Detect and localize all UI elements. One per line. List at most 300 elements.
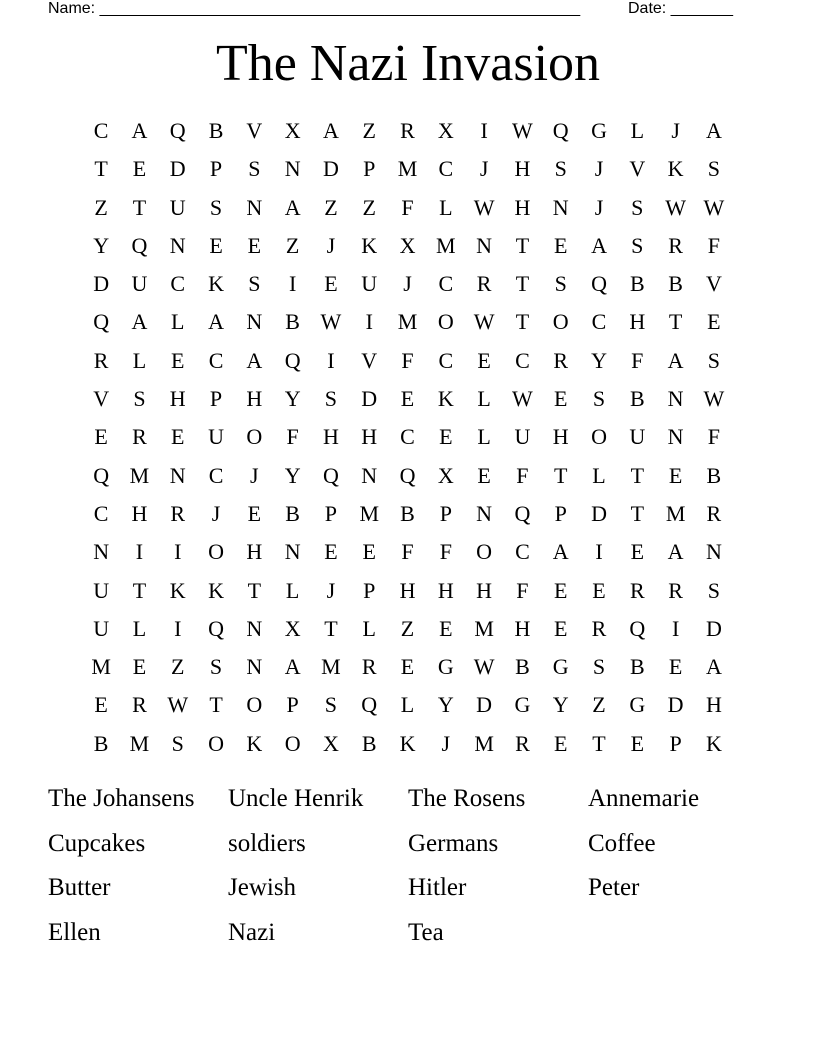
grid-cell: S — [707, 156, 721, 182]
grid-cell: N — [552, 194, 569, 220]
word-list-item: Jewish — [228, 874, 297, 901]
grid-cell: U — [131, 271, 148, 297]
grid-cell: S — [707, 347, 721, 373]
grid-cell: R — [132, 692, 147, 718]
grid-cell: N — [246, 309, 263, 335]
grid-cell: H — [552, 424, 569, 450]
grid-cell: J — [326, 232, 336, 258]
grid-cell: I — [595, 539, 603, 565]
grid-cell: M — [474, 730, 494, 756]
grid-cell: E — [592, 577, 606, 603]
grid-cell: V — [93, 386, 110, 412]
grid-cell: A — [322, 118, 339, 143]
grid-cell: G — [591, 118, 607, 143]
grid-cell: M — [321, 654, 341, 680]
grid-cell: X — [437, 462, 454, 488]
grid-cell: A — [591, 232, 607, 258]
grid-cell: R — [591, 615, 607, 641]
grid-cell: E — [362, 539, 376, 565]
grid-cell: T — [515, 309, 530, 335]
grid-cell: K — [667, 156, 684, 182]
page-title: The Nazi Invasion — [215, 35, 601, 92]
grid-cell: D — [591, 500, 607, 526]
grid-cell: X — [399, 232, 416, 258]
grid-cell: C — [93, 118, 109, 143]
grid-cell: W — [473, 654, 495, 680]
grid-cell: W — [320, 309, 342, 335]
grid-cell: B — [706, 462, 722, 488]
grid-cell: Z — [324, 194, 338, 220]
grid-cell: R — [668, 232, 683, 258]
grid-cell: I — [480, 118, 488, 143]
grid-cell: H — [437, 577, 454, 603]
grid-cell: L — [171, 309, 185, 335]
grid-cell: B — [400, 500, 415, 526]
grid-cell: M — [129, 730, 150, 756]
grid-cell: E — [132, 654, 147, 680]
grid-cell: S — [631, 194, 644, 220]
grid-cell: S — [592, 654, 606, 680]
grid-cell: C — [515, 347, 530, 373]
grid-cell: B — [285, 500, 300, 526]
grid-cell: F — [707, 424, 721, 450]
grid-cell: J — [671, 118, 680, 143]
grid-cell: J — [594, 156, 604, 182]
grid-cell: M — [91, 654, 111, 680]
word-search-grid — [82, 112, 733, 763]
grid-cell: C — [591, 309, 607, 335]
grid-cell: T — [630, 462, 645, 488]
grid-cell: P — [324, 500, 338, 526]
grid-cell: T — [209, 692, 223, 718]
grid-cell: E — [630, 730, 645, 756]
grid-cell: D — [476, 692, 493, 718]
grid-cell: C — [208, 347, 224, 373]
grid-cell: C — [400, 424, 415, 450]
grid-cell: K — [705, 730, 722, 756]
grid-cell: S — [707, 577, 721, 603]
grid-cell: H — [246, 539, 263, 565]
grid-cell: W — [473, 194, 495, 220]
grid-cell: T — [324, 615, 338, 641]
grid-cell: Z — [592, 692, 606, 718]
grid-cell: E — [171, 424, 185, 450]
grid-cell: R — [93, 347, 109, 373]
grid-cell: E — [553, 386, 568, 412]
grid-cell: D — [705, 615, 722, 641]
grid-cell: E — [553, 232, 568, 258]
grid-cell: U — [93, 577, 110, 603]
grid-cell: H — [246, 386, 263, 412]
grid-cell: N — [246, 194, 263, 220]
grid-cell: S — [631, 232, 644, 258]
grid-cell: J — [250, 462, 259, 488]
grid-cell: Q — [131, 232, 148, 258]
grid-cell: S — [248, 156, 261, 182]
grid-cell: W — [473, 309, 495, 335]
grid-cell: Q — [322, 462, 339, 488]
grid-cell: R — [476, 271, 492, 297]
grid-cell: A — [284, 654, 301, 680]
grid-cell: E — [324, 539, 338, 565]
grid-cell: Q — [399, 462, 416, 488]
grid-cell: E — [400, 654, 415, 680]
grid-cell: Q — [208, 615, 224, 641]
grid-cell: Z — [94, 194, 108, 220]
grid-cell: E — [132, 156, 147, 182]
grid-cell: H — [399, 577, 416, 603]
grid-cell: T — [132, 577, 147, 603]
grid-cell: Y — [591, 347, 607, 373]
grid-cell: E — [553, 730, 568, 756]
grid-cell: Q — [629, 615, 646, 641]
grid-cell: E — [630, 539, 645, 565]
word-list-item: Ellen — [48, 918, 101, 946]
grid-cell: H — [476, 577, 493, 603]
grid-cell: B — [629, 386, 645, 412]
word-list-item: soldiers — [228, 829, 306, 857]
grid-cell: T — [592, 730, 606, 756]
grid-cell: H — [514, 615, 531, 641]
grid-cell: C — [170, 271, 186, 297]
grid-cell: R — [706, 500, 722, 526]
grid-cell: O — [284, 730, 301, 756]
word-list-item: The Johansens — [48, 785, 195, 812]
grid-cell: Q — [514, 500, 531, 526]
grid-cell: A — [284, 194, 301, 220]
grid-cell: D — [667, 692, 684, 718]
word-list-item: Cupcakes — [48, 829, 146, 857]
grid-cell: L — [285, 577, 300, 603]
grid-cell: S — [171, 730, 184, 756]
grid-cell: T — [247, 577, 262, 603]
grid-cell: K — [208, 271, 224, 297]
grid-cell: E — [247, 500, 262, 526]
grid-cell: H — [361, 424, 378, 450]
grid-cell: M — [359, 500, 379, 526]
grid-cell: N — [284, 156, 301, 182]
grid-cell: L — [477, 424, 491, 450]
grid-cell: X — [284, 615, 301, 641]
grid-cell: I — [174, 615, 182, 641]
grid-cell: C — [93, 500, 109, 526]
grid-cell: N — [246, 615, 263, 641]
grid-cell: K — [169, 577, 186, 603]
grid-cell: S — [209, 654, 223, 680]
grid-cell: K — [246, 730, 263, 756]
grid-cell: W — [512, 386, 533, 412]
grid-cell: P — [554, 500, 567, 526]
grid-cell: E — [171, 347, 185, 373]
grid-cell: X — [322, 730, 339, 756]
grid-cell: O — [208, 539, 224, 565]
grid-cell: J — [594, 194, 604, 220]
grid-cell: V — [361, 347, 378, 373]
grid-cell: E — [477, 347, 491, 373]
grid-cell: R — [515, 730, 530, 756]
grid-cell: L — [439, 194, 453, 220]
grid-cell: U — [361, 271, 378, 297]
grid-cell: P — [363, 577, 376, 603]
grid-cell: H — [514, 156, 531, 182]
grid-cell: B — [668, 271, 683, 297]
word-list-item: Annemarie — [588, 785, 700, 812]
date-field: Date: _______ — [628, 0, 733, 17]
grid-cell: F — [516, 577, 529, 603]
grid-cell: K — [437, 386, 454, 412]
grid-cell: A — [131, 118, 148, 143]
grid-cell: Q — [552, 118, 569, 143]
grid-cell: L — [400, 692, 415, 718]
grid-cell: Q — [361, 692, 378, 718]
grid-cell: D — [93, 271, 110, 297]
grid-cell: Z — [285, 232, 300, 258]
grid-cell: R — [668, 577, 683, 603]
grid-cell: C — [208, 462, 224, 488]
grid-cell: S — [248, 271, 261, 297]
grid-cell: B — [629, 654, 645, 680]
grid-cell: Q — [169, 118, 186, 143]
grid-cell: T — [94, 156, 108, 182]
word-list-item: Germans — [408, 829, 499, 857]
grid-cell: V — [246, 118, 263, 143]
grid-cell: O — [552, 309, 569, 335]
grid-cell: I — [135, 539, 144, 565]
grid-cell: I — [327, 347, 335, 373]
grid-cell: V — [629, 156, 646, 182]
grid-cell: F — [631, 347, 644, 373]
grid-cell: E — [94, 692, 108, 718]
grid-cell: W — [703, 386, 725, 412]
grid-cell: N — [476, 500, 493, 526]
grid-cell: H — [169, 386, 186, 412]
grid-cell: L — [477, 386, 491, 412]
grid-cell: A — [667, 539, 684, 565]
grid-cell: Z — [362, 118, 376, 143]
grid-cell: O — [208, 730, 224, 756]
grid-cell: Z — [171, 654, 185, 680]
grid-cell: K — [399, 730, 416, 756]
grid-cell: Q — [93, 462, 110, 488]
grid-cell: T — [553, 462, 568, 488]
grid-cell: L — [592, 462, 606, 488]
grid-cell: K — [361, 232, 378, 258]
grid-cell: X — [284, 118, 301, 143]
grid-cell: G — [629, 692, 646, 718]
grid-cell: B — [361, 730, 377, 756]
grid-cell: E — [324, 271, 338, 297]
grid-cell: B — [629, 271, 645, 297]
grid-cell: E — [553, 615, 568, 641]
grid-cell: C — [438, 347, 454, 373]
grid-cell: A — [552, 539, 569, 565]
grid-cell: M — [397, 309, 418, 335]
grid-cell: H — [131, 500, 148, 526]
grid-cell: B — [208, 118, 224, 143]
grid-cell: A — [705, 654, 722, 680]
grid-cell: Y — [93, 232, 110, 258]
grid-cell: T — [630, 500, 645, 526]
grid-cell: N — [361, 462, 378, 488]
grid-cell: H — [629, 309, 646, 335]
grid-cell: N — [169, 232, 186, 258]
grid-cell: Y — [284, 462, 301, 488]
grid-cell: A — [208, 309, 224, 335]
grid-cell: A — [667, 347, 684, 373]
grid-cell: E — [439, 615, 453, 641]
grid-cell: P — [286, 692, 299, 718]
grid-cell: E — [553, 577, 568, 603]
grid-cell: J — [441, 730, 451, 756]
grid-cell: I — [671, 615, 680, 641]
grid-cell: T — [515, 232, 530, 258]
grid-cell: Z — [400, 615, 415, 641]
grid-cell: E — [439, 424, 453, 450]
grid-cell: S — [133, 386, 146, 412]
grid-cell: I — [365, 309, 373, 335]
word-list-item: Coffee — [588, 829, 656, 857]
grid-cell: S — [324, 386, 338, 412]
word-list-item: Hitler — [408, 874, 467, 901]
grid-cell: W — [665, 194, 686, 220]
word-list-item: Tea — [408, 918, 444, 946]
grid-cell: O — [437, 309, 454, 335]
grid-cell: R — [629, 577, 645, 603]
grid-cell: I — [288, 271, 297, 297]
grid-cell: B — [515, 654, 530, 680]
grid-cell: J — [211, 500, 221, 526]
grid-cell: T — [515, 271, 530, 297]
grid-cell: H — [514, 194, 531, 220]
word-list-item: Nazi — [228, 918, 276, 946]
grid-cell: N — [705, 539, 722, 565]
grid-cell: O — [246, 424, 263, 450]
grid-cell: N — [169, 462, 186, 488]
grid-cell: O — [591, 424, 607, 450]
grid-cell: U — [514, 424, 531, 450]
grid-cell: P — [363, 156, 376, 182]
grid-cell: J — [479, 156, 489, 182]
grid-cell: J — [326, 577, 336, 603]
grid-cell: B — [285, 309, 300, 335]
word-list-item: Uncle Henrik — [228, 785, 364, 812]
grid-cell: E — [668, 654, 683, 680]
grid-cell: W — [703, 194, 725, 220]
grid-cell: X — [437, 118, 454, 143]
grid-cell: S — [209, 194, 223, 220]
grid-cell: D — [361, 386, 378, 412]
grid-cell: F — [401, 347, 414, 373]
grid-cell: Q — [284, 347, 301, 373]
grid-cell: E — [668, 462, 683, 488]
word-list — [48, 778, 768, 956]
grid-cell: C — [438, 156, 454, 182]
grid-cell: P — [669, 730, 682, 756]
grid-cell: U — [629, 424, 646, 450]
grid-cell: S — [324, 692, 338, 718]
grid-cell: N — [284, 539, 301, 565]
grid-cell: R — [170, 500, 186, 526]
grid-cell: P — [209, 156, 223, 182]
grid-cell: E — [477, 462, 491, 488]
grid-cell: U — [208, 424, 224, 450]
grid-cell: G — [437, 654, 454, 680]
grid-cell: M — [665, 500, 686, 526]
grid-cell: S — [554, 271, 567, 297]
grid-cell: S — [554, 156, 567, 182]
grid-cell: Y — [284, 386, 301, 412]
grid-cell: C — [515, 539, 530, 565]
grid-cell: E — [247, 232, 262, 258]
grid-cell: F — [286, 424, 299, 450]
grid-cell: N — [476, 232, 493, 258]
grid-cell: B — [93, 730, 109, 756]
grid-cell: L — [362, 615, 376, 641]
grid-cell: V — [705, 271, 722, 297]
grid-cell: I — [174, 539, 182, 565]
grid-cell: H — [705, 692, 722, 718]
grid-cell: A — [131, 309, 148, 335]
grid-cell: Y — [437, 692, 454, 718]
grid-cell: R — [361, 654, 377, 680]
grid-cell: O — [476, 539, 493, 565]
grid-cell: E — [209, 232, 223, 258]
grid-cell: N — [667, 386, 684, 412]
grid-cell: H — [322, 424, 339, 450]
grid-cell: A — [246, 347, 263, 373]
grid-cell: K — [208, 577, 224, 603]
grid-cell: F — [401, 194, 414, 220]
grid-cell: R — [132, 424, 147, 450]
header-line — [48, 0, 748, 20]
grid-cell: S — [592, 386, 606, 412]
grid-cell: L — [132, 615, 147, 641]
grid-cell: G — [514, 692, 531, 718]
grid-cell: M — [129, 462, 150, 488]
grid-cell: N — [667, 424, 684, 450]
grid-cell: T — [132, 194, 147, 220]
grid-cell: E — [94, 424, 108, 450]
word-list-item: The Rosens — [408, 785, 526, 812]
grid-cell: G — [552, 654, 569, 680]
grid-cell: D — [169, 156, 186, 182]
grid-cell: Z — [362, 194, 376, 220]
grid-cell: N — [246, 654, 263, 680]
word-list-item: Peter — [588, 874, 640, 901]
grid-cell: U — [93, 615, 110, 641]
grid-cell: M — [436, 232, 456, 258]
grid-cell: M — [474, 615, 494, 641]
grid-cell: M — [397, 156, 418, 182]
grid-cell: F — [707, 232, 721, 258]
grid-cell: C — [438, 271, 454, 297]
name-field: Name: ______________________________________________________ — [48, 0, 581, 17]
grid-cell: W — [167, 692, 189, 718]
grid-cell: J — [403, 271, 412, 297]
grid-cell: U — [169, 194, 186, 220]
grid-cell: E — [707, 309, 721, 335]
grid-cell: A — [705, 118, 722, 143]
grid-cell: E — [400, 386, 415, 412]
grid-cell: Q — [591, 271, 607, 297]
grid-cell: F — [439, 539, 452, 565]
grid-cell: R — [553, 347, 569, 373]
grid-cell: F — [401, 539, 414, 565]
grid-cell: Y — [552, 692, 569, 718]
grid-cell: Q — [93, 309, 110, 335]
grid-cell: N — [93, 539, 110, 565]
grid-cell: R — [400, 118, 415, 143]
